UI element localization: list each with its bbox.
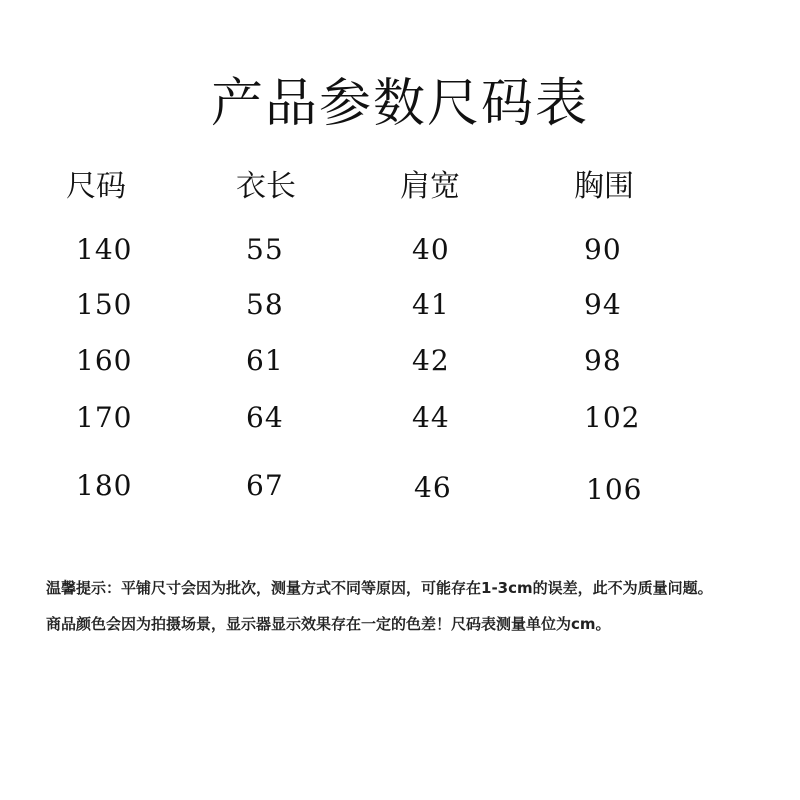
- table-cell: 61: [246, 344, 284, 377]
- header-length: 衣长: [236, 169, 296, 204]
- table-cell: 180: [76, 469, 133, 502]
- note-line-1: 温馨提示：平铺尺寸会因为批次，测量方式不同等原因，可能存在1-3cm的误差，此不为质量问题。: [46, 579, 713, 597]
- table-cell: 55: [246, 233, 284, 266]
- note-line-2: 商品颜色会因为拍摄场景，显示器显示效果存在一定的色差！尺码表测量单位为cm。: [46, 615, 611, 633]
- table-cell: 90: [584, 233, 622, 266]
- table-cell: 94: [584, 288, 622, 321]
- header-size: 尺码: [66, 169, 126, 204]
- table-cell: 102: [584, 401, 641, 434]
- table-cell: 64: [246, 401, 284, 434]
- table-cell: 41: [412, 288, 450, 321]
- table-cell: 106: [586, 473, 643, 506]
- table-cell: 58: [246, 288, 284, 321]
- table-cell: 40: [412, 233, 450, 266]
- table-cell: 170: [76, 401, 133, 434]
- table-cell: 44: [412, 401, 450, 434]
- page-title: 产品参数尺码表: [210, 74, 589, 134]
- header-shoulder: 肩宽: [400, 169, 460, 204]
- table-cell: 150: [76, 288, 133, 321]
- table-cell: 67: [246, 469, 284, 502]
- table-cell: 98: [584, 344, 622, 377]
- table-cell: 42: [412, 344, 450, 377]
- table-cell: 160: [76, 344, 133, 377]
- header-chest: 胸围: [574, 169, 634, 204]
- table-cell: 46: [414, 471, 452, 504]
- table-cell: 140: [76, 233, 133, 266]
